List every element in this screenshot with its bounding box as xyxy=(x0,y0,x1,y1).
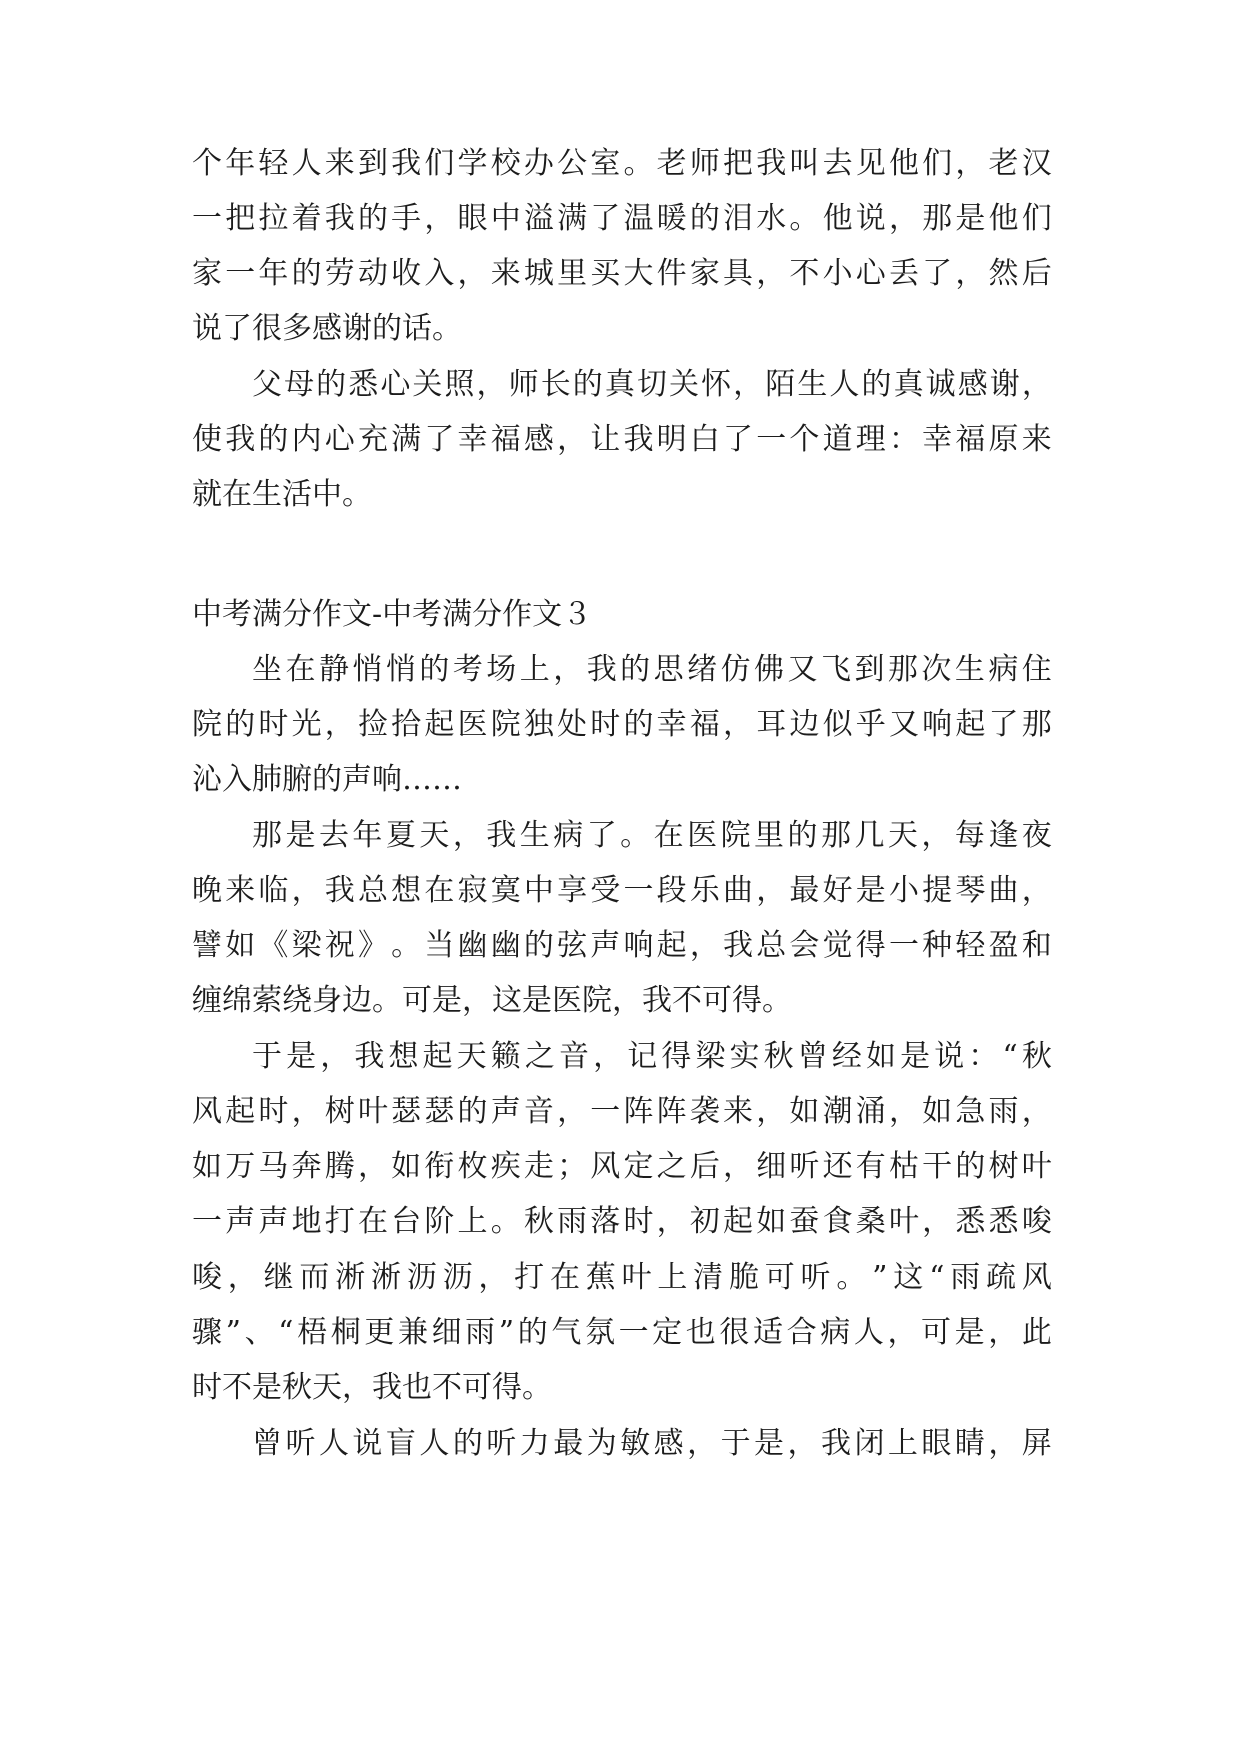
text-line: 使 我 的 内 心 充 满 了 幸 福 感 ， 让 我 明 白 了 一 个 道 理 ： 幸 福 原 来 xyxy=(192,422,1052,457)
text-line: 说了很多感谢的话。 xyxy=(192,311,462,346)
text-line: 就在生活中。 xyxy=(192,477,372,512)
text-line: 譬 如 《 梁 祝 》 。 当 幽 幽 的 弦 声 响 起 ， 我 总 会 觉 得 一 种 轻 盈 和 xyxy=(192,928,1052,963)
text-line: 坐 在 静 悄 悄 的 考 场 上 ， 我 的 思 绪 仿 佛 又 飞 到 那 次 生 病 住 xyxy=(252,652,1052,687)
text-line: 沁入肺腑的声响…… xyxy=(192,762,462,797)
text-line: 时不是秋天，我也不可得。 xyxy=(192,1370,552,1405)
text-line: 院 的 时 光 ， 捡 拾 起 医 院 独 处 时 的 幸 福 ， 耳 边 似 乎 又 响 起 了 那 xyxy=(192,707,1052,742)
text-line: 家 一 年 的 劳 动 收 入 ， 来 城 里 买 大 件 家 具 ， 不 小 心 丢 了 ， 然 后 xyxy=(192,256,1052,291)
text-line: 于 是 ， 我 想 起 天 籁 之 音 ， 记 得 梁 实 秋 曾 经 如 是 说 ： “ 秋 xyxy=(252,1039,1052,1074)
text-line: 一 把 拉 着 我 的 手 ， 眼 中 溢 满 了 温 暖 的 泪 水 。 他 说 ， 那 是 他 们 xyxy=(192,201,1052,236)
text-line: 唆 ， 继 而 淅 淅 沥 沥 ， 打 在 蕉 叶 上 清 脆 可 听 。 ” 这 “ 雨 疏 风 xyxy=(192,1260,1052,1295)
text-line: 那 是 去 年 夏 天 ， 我 生 病 了 。 在 医 院 里 的 那 几 天 ， 每 逢 夜 xyxy=(252,818,1052,853)
text-line: 晚 来 临 ， 我 总 想 在 寂 寞 中 享 受 一 段 乐 曲 ， 最 好 是 小 提 琴 曲 ， xyxy=(192,873,1052,908)
text-line: 风 起 时 ， 树 叶 瑟 瑟 的 声 音 ， 一 阵 阵 袭 来 ， 如 潮 涌 ， 如 急 雨 ， xyxy=(192,1094,1052,1129)
text-line: 一 声 声 地 打 在 台 阶 上 。 秋 雨 落 时 ， 初 起 如 蚕 食 桑 叶 ， 悉 悉 唆 xyxy=(192,1204,1052,1239)
text-line: 骤 ” 、 “ 梧 桐 更 兼 细 雨 ” 的 气 氛 一 定 也 很 适 合 病 人 ， 可 是 ， 此 xyxy=(192,1315,1052,1350)
section-heading: 中考满分作文-中考满分作文３ xyxy=(192,597,593,632)
text-line: 个 年 轻 人 来 到 我 们 学 校 办 公 室 。 老 师 把 我 叫 去 见 他 们 ， 老 汉 xyxy=(192,146,1052,181)
text-line: 如 万 马 奔 腾 ， 如 衔 枚 疾 走 ； 风 定 之 后 ， 细 听 还 有 枯 干 的 树 叶 xyxy=(192,1149,1052,1184)
text-line: 缠绵萦绕身边。可是，这是医院，我不可得。 xyxy=(192,983,792,1018)
text-line: 父 母 的 悉 心 关 照 ， 师 长 的 真 切 关 怀 ， 陌 生 人 的 真 诚 感 谢 ， xyxy=(252,367,1052,402)
text-line: 曾 听 人 说 盲 人 的 听 力 最 为 敏 感 ， 于 是 ， 我 闭 上 眼 睛 ， 屏 xyxy=(252,1426,1052,1461)
